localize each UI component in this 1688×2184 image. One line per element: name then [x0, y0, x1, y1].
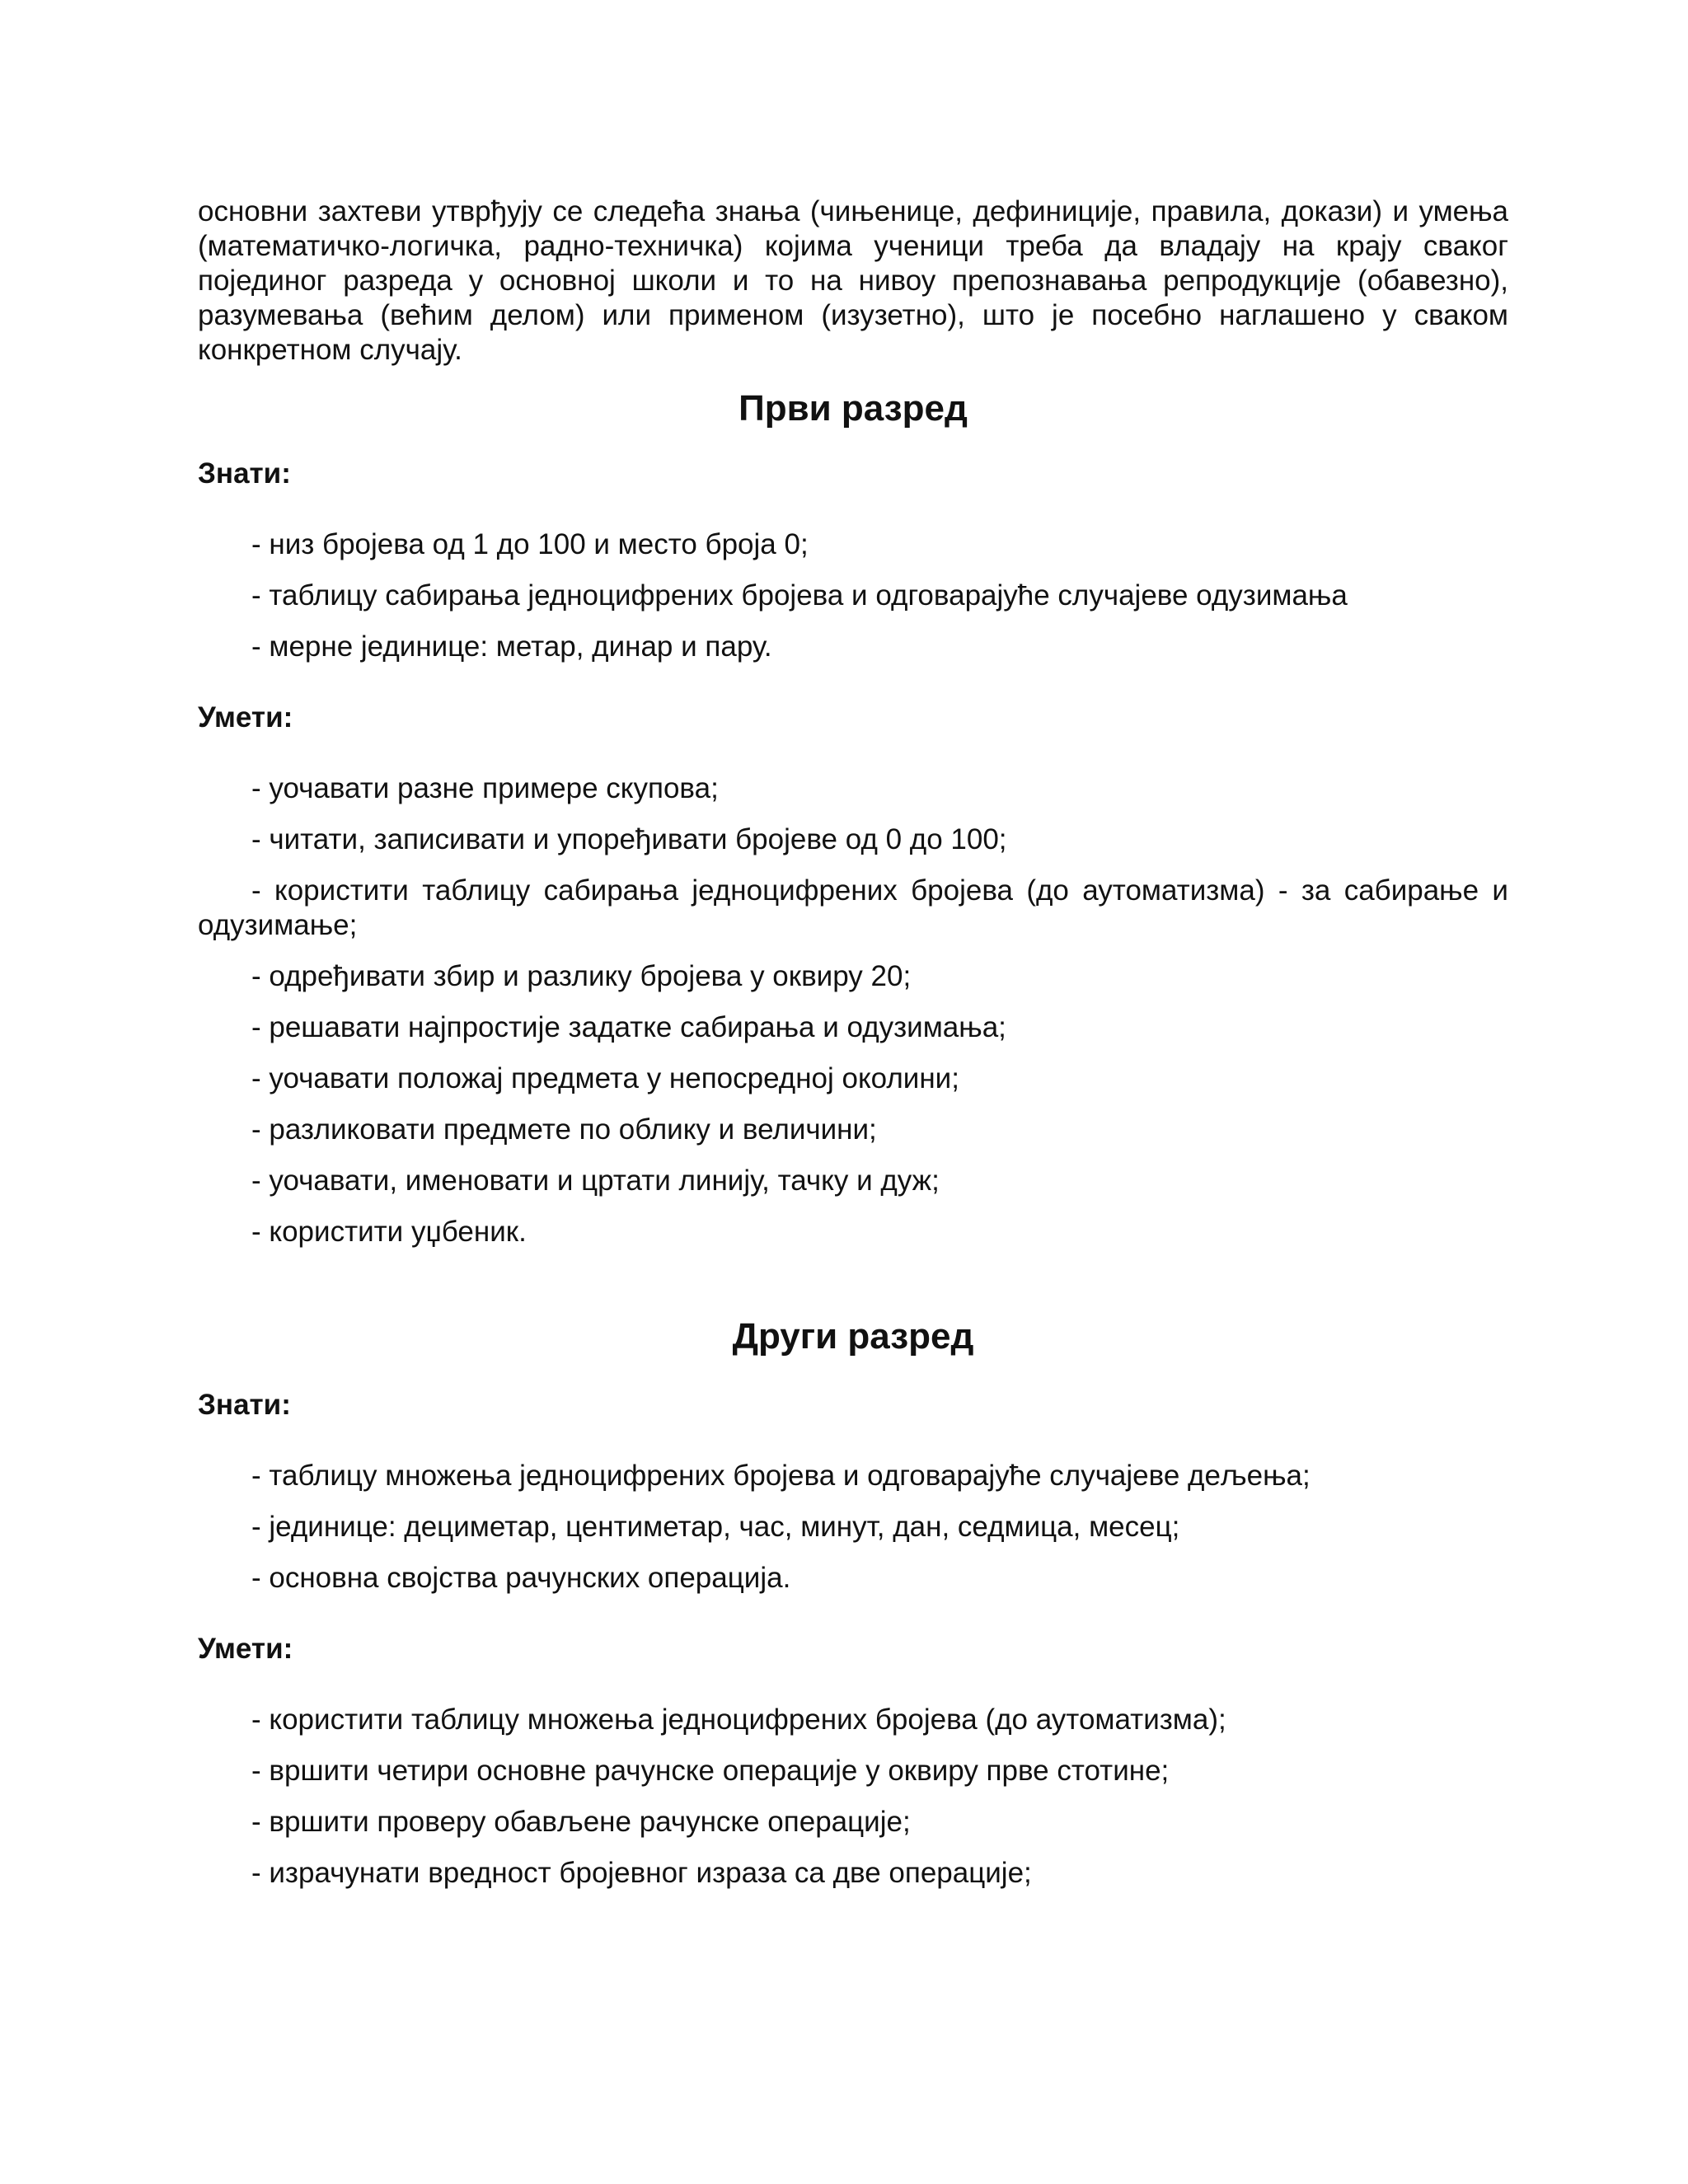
grade-1-can-list [198, 771, 1508, 1249]
list-item: - разликовати предмете по облику и величини; [251, 1113, 877, 1146]
list-item: - основна својства рачунских операција. [251, 1562, 791, 1594]
list-item: - уочавати разне примере скупова; [251, 772, 719, 804]
intro-paragraph: основни захтеви утврђују се следећа знања (чињенице, дефиниције, правила, докази) и умења (математичко-логичка, радно-техничка) којима ученици треба да владају на крају сваког појединог разреда у основној школи и то на нивоу препознавања репродукције (обавезно), разумевања (већим делом) или применом (изузетно), што је посебно наглашено у сваком конкретном случају. [198, 195, 1508, 366]
grade-2-know-list [198, 1459, 1508, 1596]
list-item: - користити таблицу множења једноцифрених бројева (до аутоматизма); [251, 1704, 1226, 1736]
document-page [198, 194, 1508, 1891]
grade-2-can-label: Умети: [198, 1633, 293, 1665]
list-item: - таблицу сабирања једноцифрених бројева и одговарајуће случајеве одузимања [251, 579, 1348, 612]
list-item: - користити таблицу сабирања једноцифрених бројева (до аутоматизма) - за сабирање и одузимање; [198, 874, 1508, 941]
list-item: - читати, записивати и упоређивати бројеве од 0 до 100; [251, 823, 1007, 855]
list-item: - таблицу множења једноцифрених бројева и одговарајуће случајеве дељења; [251, 1460, 1311, 1492]
list-item: - решавати најпростије задатке сабирања и одузимања; [251, 1011, 1006, 1043]
list-item: - вршити проверу обављене рачунске операције; [251, 1806, 911, 1838]
grade-1-heading: Први разред [738, 388, 968, 429]
list-item: - мерне јединице: метар, динар и пару. [251, 630, 772, 663]
list-item: - уочавати, именовати и цртати линију, тачку и дуж; [251, 1165, 940, 1197]
grade-1-can-label: Умети: [198, 701, 293, 733]
list-item: - јединице: дециметар, центиметар, час, минут, дан, седмица, месец; [251, 1511, 1180, 1543]
list-item: - користити уџбеник. [251, 1216, 527, 1248]
grade-2-heading: Други разред [732, 1316, 974, 1357]
list-item: - низ бројева од 1 до 100 и место броја 0; [251, 528, 809, 560]
grade-1-know-label: Знати: [198, 457, 291, 490]
grade-2-can-list [198, 1703, 1508, 1891]
grade-2-know-label: Знати: [198, 1389, 291, 1421]
list-item: - уочавати положај предмета у непосредној околини; [251, 1062, 959, 1094]
list-item: - одређивати збир и разлику бројева у оквиру 20; [251, 960, 912, 992]
list-item: - израчунати вредност бројевног израза са две операције; [251, 1857, 1032, 1889]
grade-1-know-list [198, 527, 1508, 664]
list-item: - вршити четири основне рачунске операције у оквиру прве стотине; [251, 1755, 1170, 1787]
